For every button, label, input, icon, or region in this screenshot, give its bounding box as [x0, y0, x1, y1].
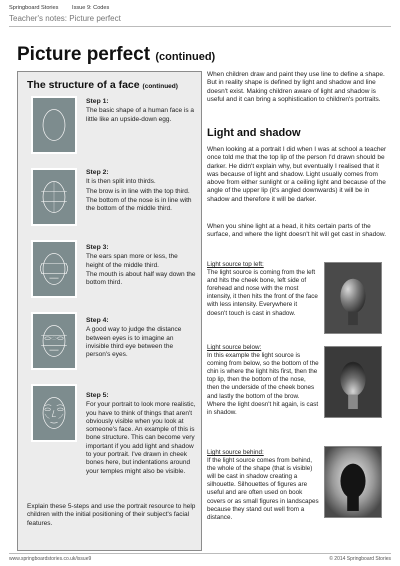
footer-url: www.springboardstories.co.uk/issue9: [9, 556, 92, 562]
header-divider: [9, 26, 391, 27]
head-photo-below-light: [324, 346, 382, 418]
step-4-text: A good way to judge the distance between eyes is to imagine an invisible third eye between the person's eyes.: [86, 326, 182, 359]
light-below-text: In this example the light source is coming from below, so the bottom of the chin is where the light hits first, then the top lip, then the bottom of the nose, then the underside of the cheek bones and lastly the bottom of the brow. Where the light doesn't hit again, is cast in shadow.: [207, 352, 319, 416]
structure-heading-continued: (continued): [142, 83, 178, 90]
face-diagram-step-1: [31, 96, 77, 154]
light-top-left-block: [207, 261, 319, 318]
step-4-title: Step 4:: [86, 317, 109, 324]
step-1: [86, 98, 196, 124]
step-1-text: The basic shape of a human face is a little like an upside-down egg.: [86, 107, 195, 123]
step-2-text-1: It is then split into thirds.: [86, 178, 156, 186]
step-2: [86, 169, 196, 213]
light-top-left-text: The light source is coming from the left and hits the cheek bone, left side of forehead and nose with the most intensity, it then hits the front of the face with less intensity. Everywhere it doesn't touch is cast in shadow.: [207, 269, 318, 317]
page-title-main: Picture perfect: [17, 44, 151, 65]
head-photo-top-left-light: [324, 262, 382, 334]
step-4: [86, 317, 196, 359]
step-3: [86, 244, 196, 287]
step-2-title: Step 2:: [86, 169, 109, 176]
step-3-text-1: The ears span more or less, the height of the middle third.: [86, 253, 178, 269]
header-subtitle: Teacher's notes: Picture perfect: [9, 14, 121, 23]
page-title-continued: (continued): [155, 51, 216, 63]
intro-paragraph: When children draw and paint they use line to define a shape. But in reality shape is defined by light and shadow and line doesn't exist. Making children aware of light and shadow is useful and it can bring a sophistication to children's portraits.: [207, 71, 385, 103]
light-behind-text: If the light source comes from behind, the whole of the shape (that is visible) will be cast in shadow creating a silhouette. Silhouettes of figures are useful and are often used on book covers or as small figures in landscapes because they stand out well from a distance.: [207, 457, 319, 521]
publisher-name: Springboard Stories: [9, 5, 59, 11]
light-shadow-heading: Light and shadow: [207, 127, 301, 139]
issue-label: Issue 9: Codes: [72, 5, 110, 11]
step-5: [86, 392, 196, 476]
step-2-text-3: The bottom of the nose is in line with the bottom of the middle third.: [86, 196, 192, 213]
step-3-text-2: The mouth is about half way down the bottom third.: [86, 270, 196, 287]
face-diagram-step-3: [31, 240, 77, 298]
step-1-title: Step 1:: [86, 98, 109, 105]
structure-footer-text: Explain these 5-steps and use the portrait resource to help children with the initial positioning of their subject's facial features.: [27, 503, 196, 527]
step-5-text: For your portrait to look more realistic, you have to think of things that aren't obviously visible when you look at someone's face. An example of this is bone structure. This can become very important if you add light and shadow to your portrait. I've drawn in cheek bones here, but indentations around your temples might also be visible.: [86, 401, 196, 475]
face-diagram-step-4: [31, 312, 77, 370]
step-5-title: Step 5:: [86, 392, 109, 399]
light-below-label: Light source below:: [207, 344, 262, 351]
step-3-title: Step 3:: [86, 244, 109, 251]
page-title: [17, 44, 215, 66]
light-below-block: [207, 344, 319, 417]
step-2-text-2: The brow is in line with the top third.: [86, 187, 190, 195]
structure-box: [17, 71, 202, 551]
light-shadow-para-2: When you shine light at a head, it hits certain parts of the surface, and where the light doesn't hit will get cast in shadow.: [207, 223, 387, 239]
light-behind-label: Light source behind:: [207, 449, 264, 456]
face-diagram-step-2: [31, 168, 77, 226]
head-photo-behind-light: [324, 446, 382, 518]
light-behind-block: [207, 449, 319, 522]
running-header: [9, 5, 391, 11]
face-diagram-step-5: [31, 384, 77, 442]
structure-heading: [27, 79, 178, 91]
light-top-left-label: Light source top left:: [207, 261, 264, 268]
structure-heading-text: The structure of a face: [27, 79, 140, 91]
footer-copyright: © 2014 Springboard Stories: [329, 556, 391, 562]
light-shadow-para-1: When looking at a portrait I did when I was at school a teacher once told me that the top lip of the person I'd drawn should be darker. He didn't explain why, but eventually I realised that it was because of light and shadow. Light usually comes from above from either sunlight or a ceiling light and because of the angle of the upper lip (it's angled downwards) it will be in shadow and therefore it will be darker.: [207, 146, 387, 203]
footer-divider: [9, 553, 391, 554]
